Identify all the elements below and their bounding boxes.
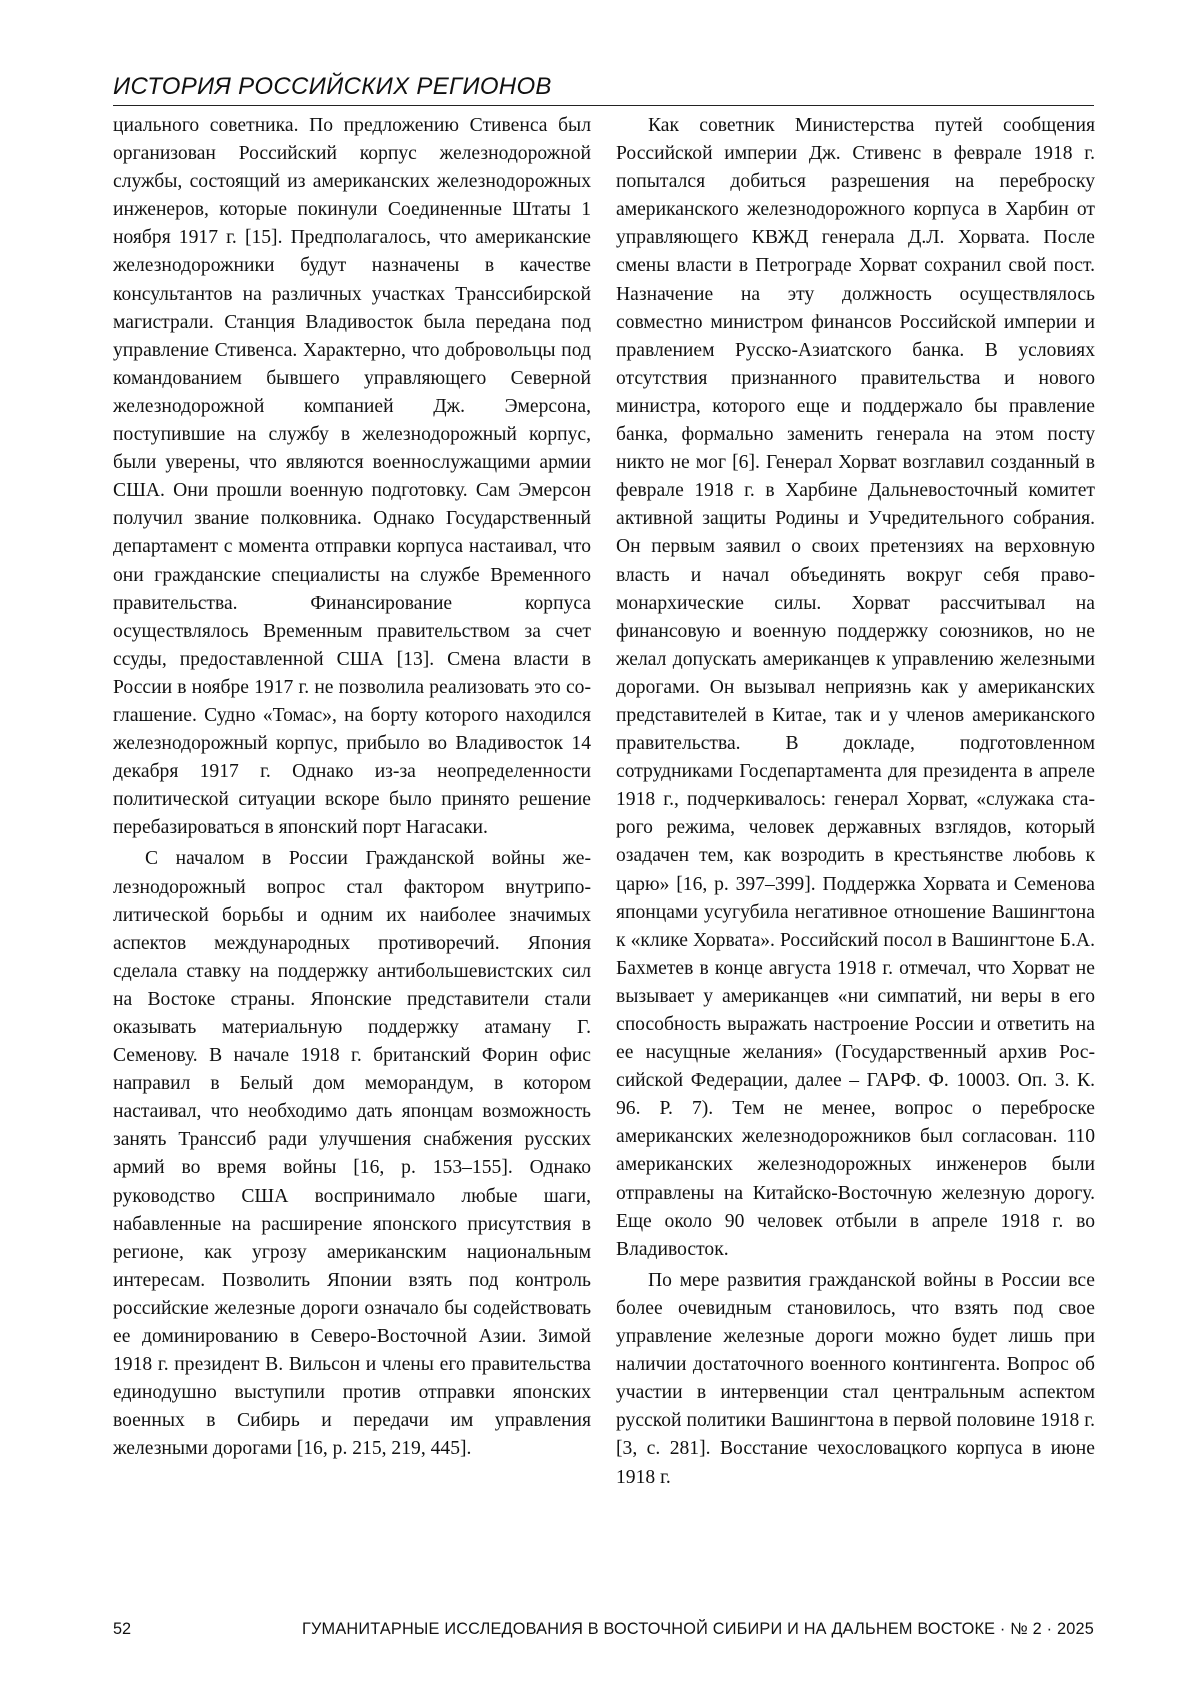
journal-title: ГУМАНИТАРНЫЕ ИССЛЕДОВАНИЯ В ВОСТОЧНОЙ СИБИРИ И НА ДАЛЬНЕМ ВОСТОКЕ · № 2 · 2025 — [302, 1620, 1094, 1638]
running-header — [113, 72, 1094, 106]
right-column — [616, 112, 1095, 1492]
left-column — [113, 112, 591, 1464]
section-title: ИСТОРИЯ РОССИЙСКИХ РЕГИОНОВ — [113, 73, 552, 100]
paragraph: С началом в России Гражданской войны железнодорожный вопрос стал фактором внутриполитической борьбы и одним их наиболее значимых аспектов международных противоречий. Япония сделала ставку на поддержку антибольшевистских сил на Востоке страны. Японские представители стали оказывать материальную поддержку атаману Г. Семенову. В начале 1918 г. британский Форин офис направил в Белый дом меморандум, в котором настаивал, что необходимо дать японцам возможность занять Транссиб ради улучшения снабжения русских армий во время войны [16, p. 153–155]. Однако руководство США воспринимало любые шаги, набавленные на расширение японского присутствия в регионе, как угрозу американским национальным интересам. Позволить Японии взять под контроль российские железные дороги означало бы содействовать ее доминированию в Северо-Восточной Азии. Зимой 1918 г. президент В. Вильсон и члены его правительства единодушно выступили против отправки японских военных в Сибирь и передачи им управления железными дорогами [16, p. 215, 219, 445]. — [113, 848, 591, 1460]
paragraph: По мере развития гражданской войны в России все более очевидным становилось, что взять под свое управление железные дороги можно будет лишь при наличии достаточного военного контингента. Вопрос об участии в интервенции стал центральным аспектом русской политики Вашингтона в первой половине 1918 г. [3, с. 281]. Восстание чехословацкого корпуса в июне 1918 г. — [616, 1269, 1095, 1488]
paragraph: циального советника. По предложению Стивенса был организован Российский корпус железнодорожной службы, состоящий из американских железнодорожных инженеров, которые покинули Соединенные Штаты 1 ноября 1917 г. [15]. Предполагалось, что американские железнодорожники будут назначены в качестве консультантов на различных участках Транссибирской магистрали. Станция Владивосток была передана под управление Стивенса. Характерно, что добровольцы под командованием бывшего управляющего Северной железнодорожной компанией Дж. Эмерсона, поступившие на службу в железнодорожный корпус, были уверены, что являются военнослужащими армии США. Они прошли военную подготовку. Сам Эмерсон получил звание полковника. Однако Государственный департамент с момента отправки корпуса настаивал, что они гражданские специалисты на службе Временного правительства. Финансирование корпуса осуществлялось Временным правительством за счет ссуды, предоставленной США [13]. Смена власти в России в ноябре 1917 г. не позволила реализовать это соглашение. Судно «Томас», на борту которого находился железнодорожный корпус, прибыло во Владивосток 14 декабря 1917 г. Однако из-за неопределенности политической ситуации вскоре было принято решение перебазироваться в японский порт Нагасаки. — [113, 115, 591, 839]
paragraph: Как советник Министерства путей сообщения Российской империи Дж. Стивенс в феврале 1918 г. попытался добиться разрешения на переброску американского железнодорожного корпуса в Харбин от управляющего КВЖД генерала Д.Л. Хорвата. После смены власти в Петрограде Хорват сохранил свой пост. Назначение на эту должность осуществлялось совместно министром финансов Российской империи и правлением Русско-Азиатского банка. В условиях отсутствия признанного правительства и нового министра, которого еще и поддержало бы правление банка, формально заменить генерала на этом посту никто не мог [6]. Генерал Хорват возглавил созданный в феврале 1918 г. в Харбине Дальневосточный комитет активной защиты Родины и Учредительного собрания. Он первым заявил о своих претензиях на верховную власть и начал объединять вокруг себя право-монархические силы. Хорват рассчитывал на финансовую и военную поддержку союзников, но не желал допускать американцев к управлению железными дорогами. Он вызывал неприязнь как у американских представителей в Китае, так и у членов американского правительства. В докладе, подготовленном сотрудниками Госдепартамента для президента в апреле 1918 г., подчеркивалось: генерал Хорват, «служака старого режима, человек державных взглядов, который озадачен тем, как возродить в крестьянстве любовь к царю» [16, p. 397–399]. Поддержка Хорвата и Семенова японцами усугубила негативное отношение Вашингтона к «клике Хорвата». Российский посол в Вашингтоне Б.А. Бахметев в конце августа 1918 г. отмечал, что Хорват не вызывает у американцев «ни симпатий, ни веры в его способность выражать настроение России и ответить на ее насущные желания» (Государственный архив Российской Федерации, далее – ГАРФ. Ф. 10003. Оп. 3. К. 96. Р. 7). Тем не менее, вопрос о переброске американских железнодорожников был согласован. 110 американских железнодорожных инженеров были отправлены на Китайско-Восточную железную дорогу. Еще около 90 человек отбыли в апреле 1918 г. во Владивосток. — [616, 115, 1095, 1260]
page-number: 52 — [113, 1620, 132, 1638]
